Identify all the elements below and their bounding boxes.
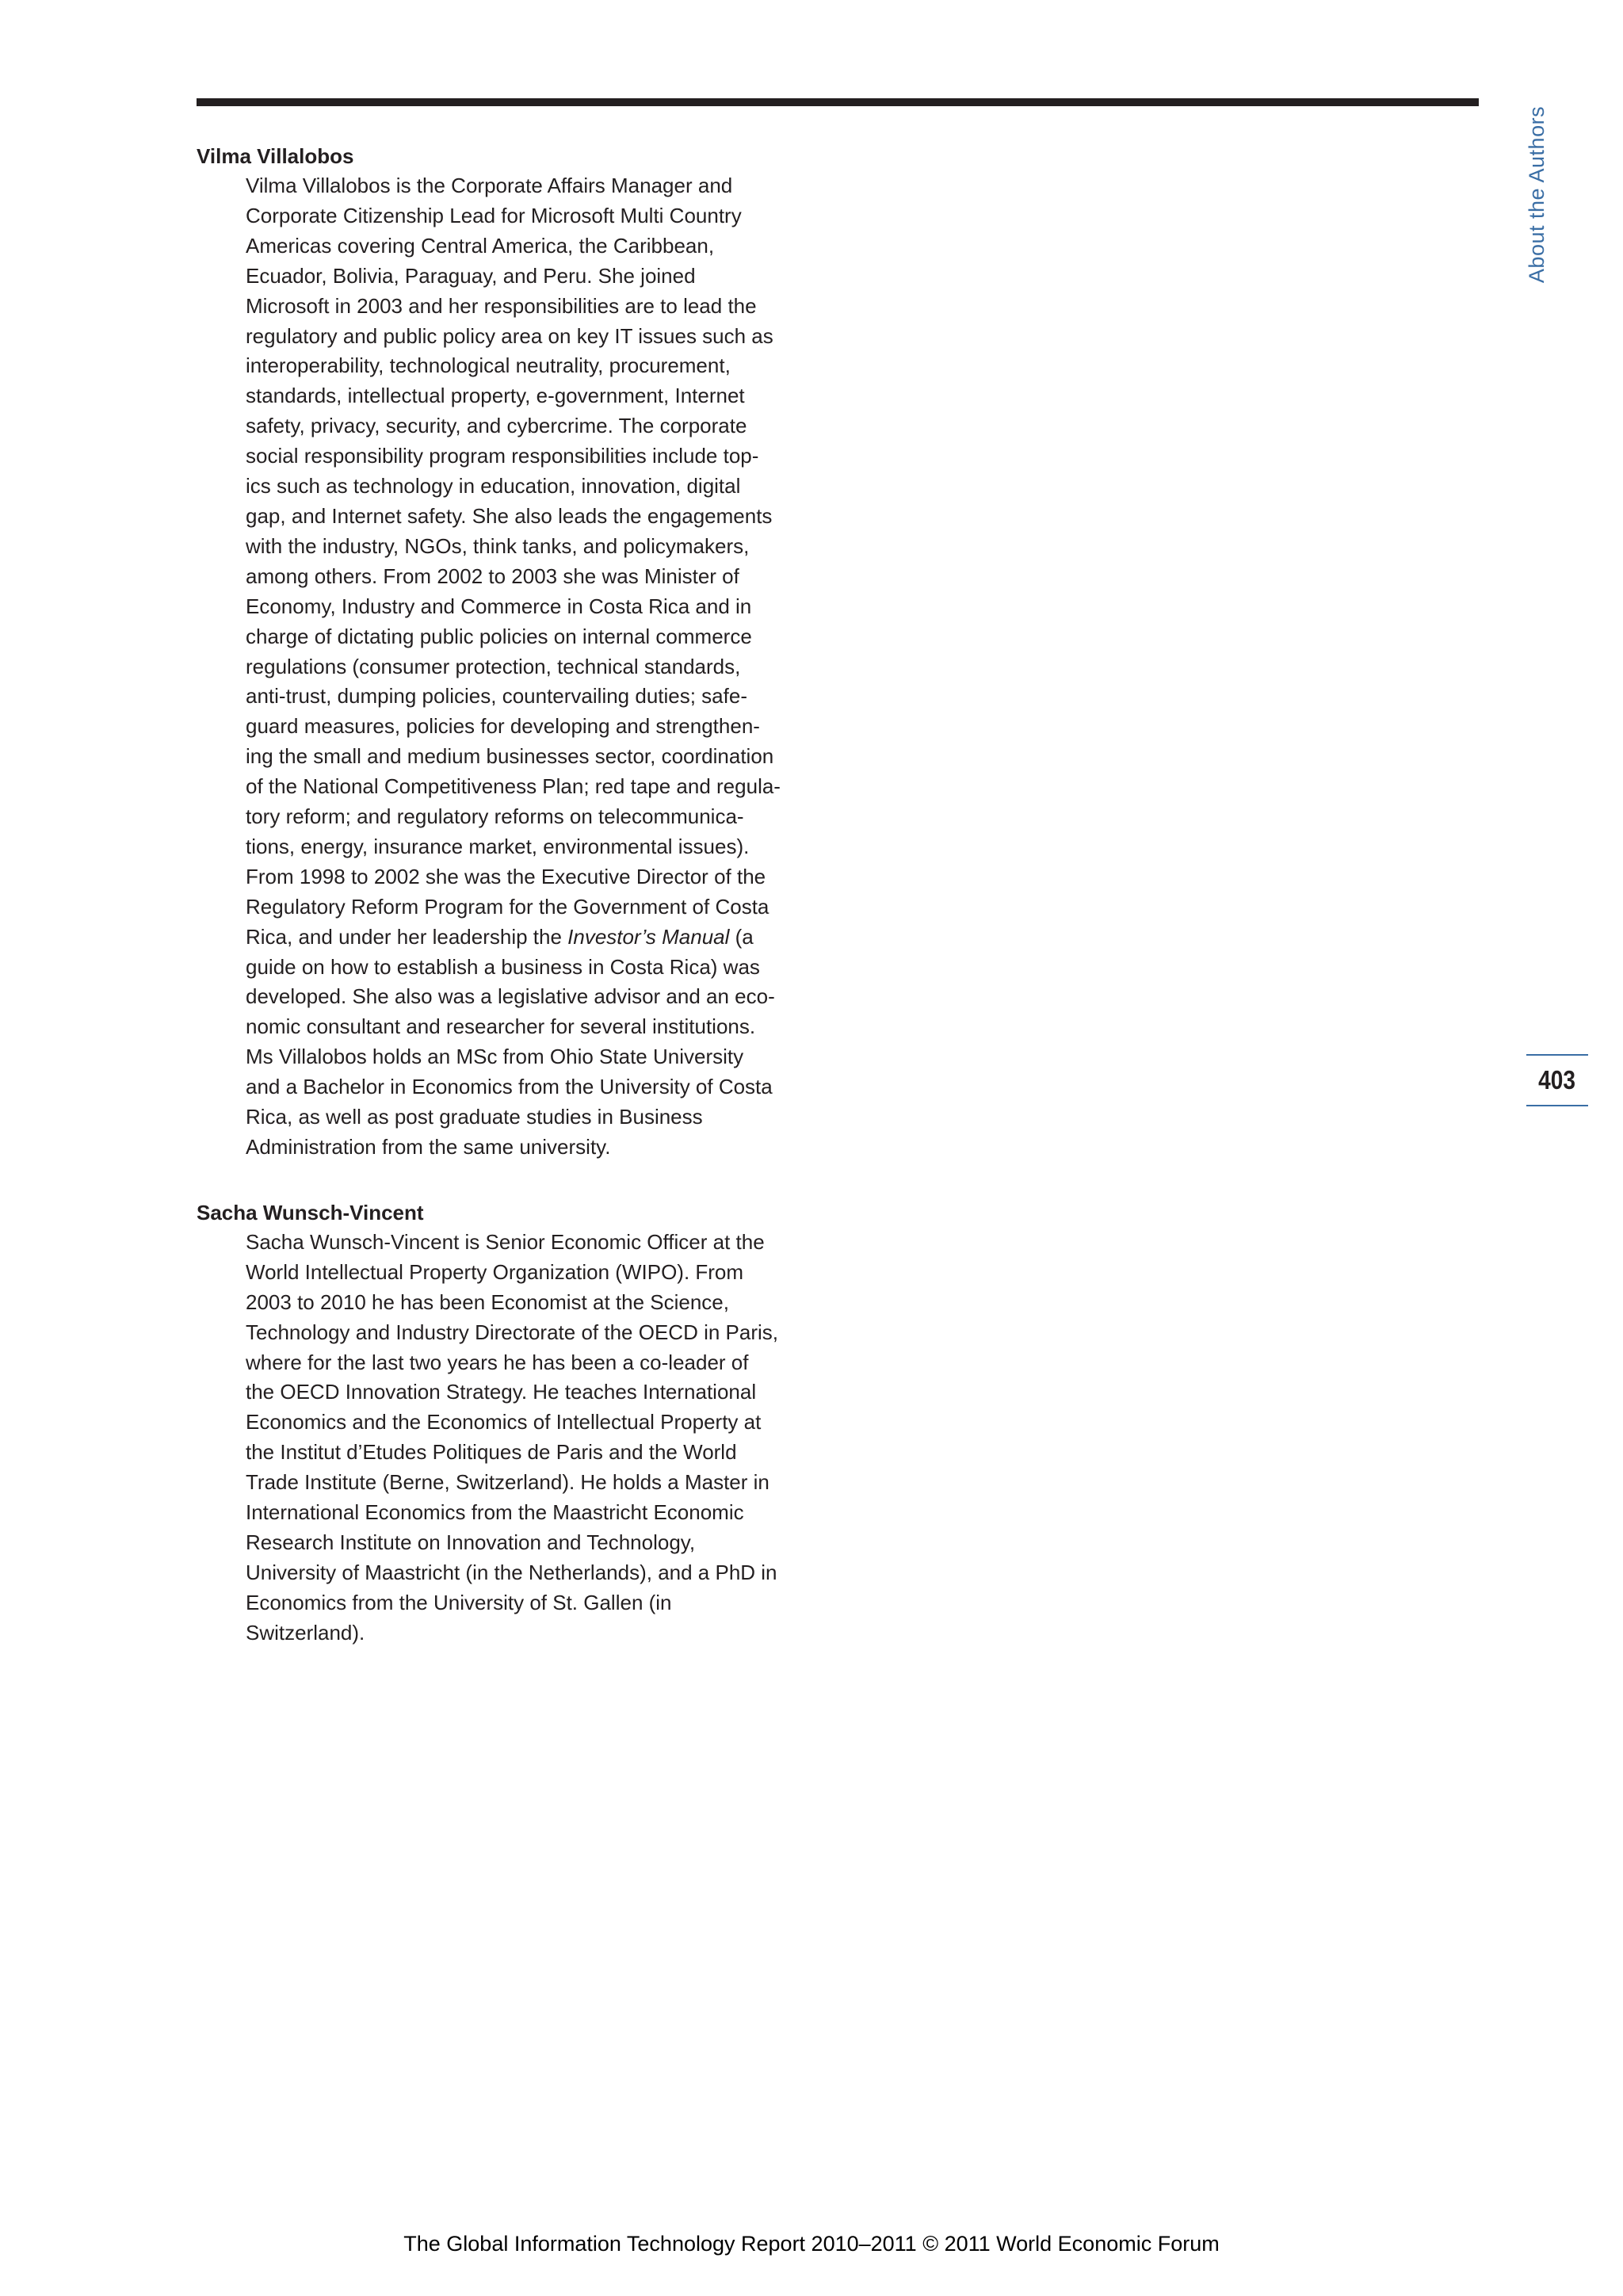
bio-line: among others. From 2002 to 2003 she was Minister of	[246, 563, 739, 588]
bio-line: Switzerland).	[246, 1620, 365, 1645]
bio-line: of the National Competitiveness Plan; red tape and regula-	[246, 774, 781, 799]
bio-line: guard measures, policies for developing and strengthen-	[246, 714, 760, 739]
bio-vilma-villalobos	[197, 141, 823, 1163]
bio-text	[246, 1228, 864, 1648]
bio-line: Economy, Industry and Commerce in Costa Rica and in	[246, 594, 752, 618]
bio-name: Sacha Wunsch-Vincent	[197, 1200, 424, 1224]
bio-line: guide on how to establish a business in Costa Rica) was	[246, 954, 760, 979]
bio-line-with-title	[246, 923, 864, 953]
bio-line: charge of dictating public policies on internal commerce	[246, 624, 752, 648]
bio-line: regulatory and public policy area on key IT issues such as	[246, 323, 773, 348]
bio-name: Vilma Villalobos	[197, 144, 354, 168]
bio-line: World Intellectual Property Organization (WIPO). From	[246, 1259, 744, 1284]
bio-line: standards, intellectual property, e-government, Internet	[246, 384, 745, 408]
bio-line: the Institut d’Etudes Politiques de Paris and the World	[246, 1440, 737, 1465]
bio-line: From 1998 to 2002 she was the Executive Director of the	[246, 864, 766, 888]
bio-text	[246, 171, 864, 1163]
bio-line: with the industry, NGOs, think tanks, and policymakers,	[246, 533, 750, 558]
bio-line-lead: Rica, and under her leadership the	[246, 924, 568, 949]
page-footer	[0, 2232, 1623, 2256]
page-number-text: 403	[1538, 1065, 1576, 1095]
bio-sacha-wunsch-vincent	[197, 1198, 823, 1648]
bio-line: social responsibility program responsibilities include top-	[246, 444, 759, 468]
bio-line: developed. She also was a legislative advisor and an eco-	[246, 984, 775, 1009]
bio-line: Research Institute on Innovation and Technology,	[246, 1530, 696, 1554]
top-rule	[197, 98, 1479, 106]
bio-line: Economics and the Economics of Intellectual Property at	[246, 1410, 762, 1435]
bio-line-tail: (a	[729, 924, 754, 949]
bio-line: Administration from the same university.	[246, 1135, 611, 1159]
footer-text: The Global Information Technology Report 2010–2011 © 2011 World Economic Forum	[403, 2232, 1220, 2256]
bio-line: Technology and Industry Directorate of the OECD in Paris,	[246, 1320, 778, 1344]
bio-line: Ecuador, Bolivia, Paraguay, and Peru. She joined	[246, 263, 696, 288]
bio-line: ing the small and medium businesses sector, coordination	[246, 744, 774, 769]
section-label	[1522, 95, 1553, 285]
bio-line: 2003 to 2010 he has been Economist at the Science,	[246, 1289, 729, 1314]
section-label-text: About the Authors	[1525, 105, 1549, 284]
bio-line: anti-trust, dumping policies, countervailing duties; safe-	[246, 684, 747, 709]
publication-title: Investor’s Manual	[567, 924, 730, 949]
bio-line: where for the last two years he has been a co-leader of	[246, 1350, 749, 1374]
bio-line: tions, energy, insurance market, environmental issues).	[246, 834, 750, 858]
bio-line: Sacha Wunsch-Vincent is Senior Economic Officer at the	[246, 1229, 765, 1254]
bio-line: Economics from the University of St. Gallen (in	[246, 1590, 672, 1614]
bios-column	[197, 141, 823, 1683]
bio-line: Corporate Citizenship Lead for Microsoft Multi Country	[246, 203, 742, 227]
bio-line: nomic consultant and researcher for several institutions.	[246, 1014, 756, 1039]
bio-line: University of Maastricht (in the Netherlands), and a PhD in	[246, 1560, 777, 1584]
bio-line: Vilma Villalobos is the Corporate Affairs Manager and	[246, 174, 733, 197]
bio-line: Trade Institute (Berne, Switzerland). He holds a Master in	[246, 1470, 769, 1495]
page-number	[1526, 1054, 1588, 1106]
bio-line: Ms Villalobos holds an MSc from Ohio State University	[246, 1045, 744, 1069]
bio-line: Americas covering Central America, the Caribbean,	[246, 233, 715, 258]
bio-line: ics such as technology in education, innovation, digital	[246, 474, 741, 499]
bio-line: and a Bachelor in Economics from the University of Costa	[246, 1075, 773, 1099]
bio-line: Microsoft in 2003 and her responsibilities are to lead the	[246, 293, 757, 318]
bio-line: Regulatory Reform Program for the Government of Costa	[246, 894, 769, 919]
bio-line: Rica, as well as post graduate studies in Business	[246, 1105, 703, 1129]
bio-line: tory reform; and regulatory reforms on telecommunica-	[246, 804, 744, 829]
bio-line: the OECD Innovation Strategy. He teaches International	[246, 1380, 757, 1404]
bio-line: regulations (consumer protection, technical standards,	[246, 654, 741, 678]
bio-line: interoperability, technological neutrality, procurement,	[246, 353, 731, 378]
bio-line: gap, and Internet safety. She also leads the engagements	[246, 503, 773, 528]
bio-line: International Economics from the Maastricht Economic	[246, 1500, 744, 1525]
bio-line: safety, privacy, security, and cybercrime. The corporate	[246, 414, 747, 438]
